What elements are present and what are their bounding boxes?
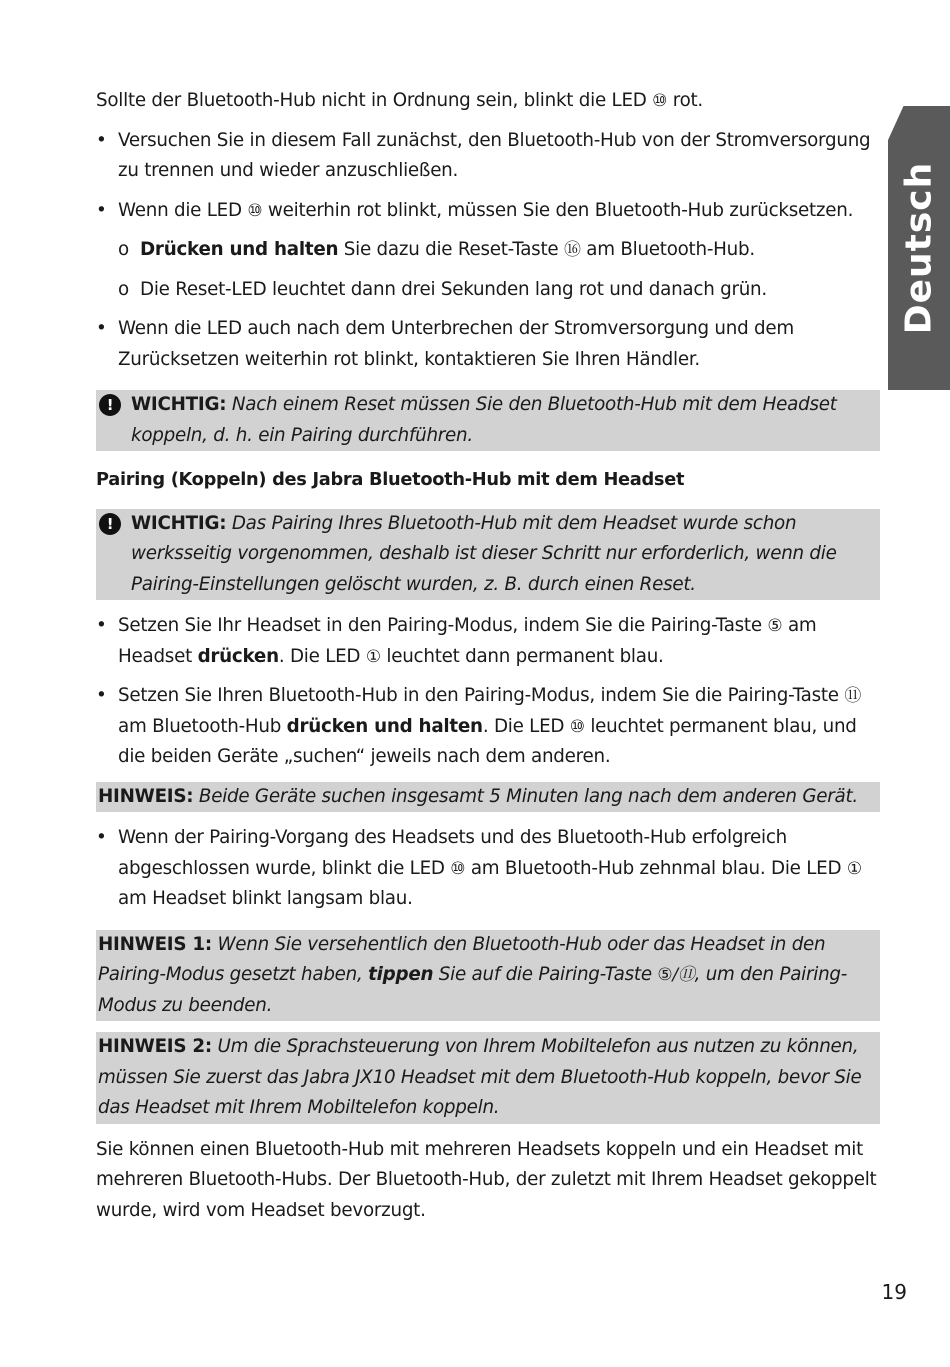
bullet-text: Wenn die LED auch nach dem Unterbrechen der Stromversorgung und dem Zurücksetzen weiterhin rot blinkt, kontaktieren Sie Ihren Händler.: [118, 318, 794, 370]
note-text-end: , um den Pairing-Modus zu beenden.: [98, 964, 848, 1016]
intro-paragraph: [96, 86, 880, 117]
bullet-reset: [96, 196, 880, 227]
note-label: HINWEIS 2:: [98, 1036, 212, 1057]
warning-exclamation-icon: !: [99, 394, 121, 416]
emphasis-text: tippen: [368, 964, 434, 985]
sub-item-reset-led: [96, 275, 880, 306]
warning-box-pairing: [96, 509, 880, 601]
bullet-pairing-success: [96, 823, 880, 915]
bullet-dot-icon: •: [96, 129, 107, 151]
note-box-cancel-pairing: [96, 930, 880, 1022]
bullet-text: am Bluetooth-Hub: [118, 715, 287, 737]
sub-item-text: Sie dazu die Reset-Taste: [338, 239, 564, 260]
bullet-text: Setzen Sie Ihren Bluetooth-Hub in den Pairing-Modus, indem Sie die Pairing-Taste: [118, 685, 845, 706]
warning-text: Nach einem Reset müssen Sie den Bluetooth-Hub mit dem Headset koppeln, d. h. ein Pairing durchführen.: [131, 394, 837, 446]
led-10-symbol: ⑩: [247, 200, 263, 221]
page-number: 19: [881, 1280, 907, 1304]
reset-key-16-symbol: ⑯: [563, 240, 581, 260]
bullet-dot-icon: •: [96, 615, 107, 636]
bullet-text: am Headset: [118, 615, 817, 667]
bullet-text-end: leuchtet dann permanent blau.: [380, 645, 664, 667]
warning-label: WICHTIG:: [131, 394, 227, 415]
note-box-search-time: [96, 782, 880, 813]
page-content: [96, 86, 880, 1235]
warning-exclamation-icon: !: [99, 513, 121, 535]
led-1-symbol: ①: [365, 646, 381, 667]
bullet-text: Wenn der Pairing-Vorgang des Headsets und des Bluetooth-Hub erfolgreich abgeschlossen wurde, blinkt die LED: [118, 827, 788, 879]
bullet-hub-pairing: [96, 681, 880, 773]
note-label: HINWEIS 1:: [98, 933, 212, 955]
bullet-text: Versuchen Sie in diesem Fall zunächst, den Bluetooth-Hub von der Stromversorgung zu trennen und wieder anzuschließen.: [118, 129, 871, 181]
warning-text: Das Pairing Ihres Bluetooth-Hub mit dem Headset wurde schon werksseitig vorgenommen, deshalb ist dieser Schritt nur erforderlich, wenn die Pairing-Einstellungen gelöscht wurden, z. B. durch einen Reset.: [131, 512, 837, 595]
note-text: Wenn Sie versehentlich den Bluetooth-Hub oder das Headset in den Pairing-Modus gesetzt haben,: [98, 933, 826, 985]
bullet-dot-icon: •: [96, 827, 107, 848]
led-10-symbol: ⑩: [569, 716, 585, 737]
warning-box-reset: [96, 390, 880, 451]
language-tab-label: Deutsch: [898, 161, 940, 335]
note-box-voice-control: [96, 1032, 880, 1124]
bullet-text-end: weiterhin rot blinkt, müssen Sie den Bluetooth-Hub zurücksetzen.: [262, 199, 854, 221]
bullet-text: am Bluetooth-Hub zehnmal blau. Die LED: [465, 857, 847, 879]
pairing-key-5-symbol: ⑤: [767, 616, 783, 636]
led-10-symbol: ⑩: [450, 858, 466, 879]
emphasis-text: drücken: [197, 645, 279, 667]
bullet-headset-pairing: [96, 611, 880, 672]
bullet-contact-dealer: [96, 314, 880, 375]
bullet-dot-icon: •: [96, 318, 107, 339]
note-text: Sie auf die Pairing-Taste: [433, 964, 658, 985]
note-label: HINWEIS:: [98, 785, 194, 807]
bullet-disconnect: [96, 126, 880, 187]
emphasis-text: Drücken und halten: [140, 239, 339, 260]
bullet-text-end: leuchtet permanent blau, und die beiden Geräte „suchen“ jeweils nach dem anderen.: [118, 715, 857, 767]
sub-item-marker: o: [118, 239, 129, 260]
bullet-dot-icon: •: [96, 685, 107, 706]
pairing-keys-symbol: ⑤/⑪: [657, 965, 695, 985]
sub-item-marker: o: [118, 278, 129, 300]
bullet-text: . Die LED: [278, 645, 366, 667]
emphasis-text: drücken und halten: [286, 715, 483, 737]
sub-item-press-reset: [96, 235, 880, 266]
section-heading: Pairing (Koppeln) des Jabra Bluetooth-Hub mit dem Headset: [96, 469, 685, 490]
outro-paragraph: Sie können einen Bluetooth-Hub mit mehreren Headsets koppeln und ein Headset mit mehreren Bluetooth-Hubs. Der Bluetooth-Hub, der zuletzt mit Ihrem Headset gekoppelt wurde, wird vom Headset bevorzugt.: [96, 1138, 877, 1221]
pairing-key-11-symbol: ⑪: [844, 686, 862, 706]
intro-text: Sollte der Bluetooth-Hub nicht in Ordnung sein, blinkt die LED: [96, 90, 653, 111]
sub-item-text-end: am Bluetooth-Hub.: [580, 239, 755, 260]
note-text: Beide Geräte suchen insgesamt 5 Minuten lang nach dem anderen Gerät.: [193, 785, 858, 807]
bullet-dot-icon: •: [96, 199, 107, 221]
note-text: Um die Sprachsteuerung von Ihrem Mobiltelefon aus nutzen zu können, müssen Sie zuerst das Jabra JX10 Headset mit dem Bluetooth-Hub koppeln, bevor Sie das Headset mit Ihrem Mobiltelefon koppeln.: [98, 1036, 862, 1118]
led-1-symbol: ①: [846, 858, 862, 879]
sub-item-text: Die Reset-LED leuchtet dann drei Sekunden lang rot und danach grün.: [140, 278, 767, 300]
bullet-text: Setzen Sie Ihr Headset in den Pairing-Modus, indem Sie die Pairing-Taste: [118, 615, 768, 636]
warning-label: WICHTIG:: [131, 512, 227, 534]
intro-text-end: rot.: [667, 90, 703, 111]
led-10-symbol: ⑩: [652, 91, 668, 111]
bullet-text: Wenn die LED: [118, 199, 248, 221]
bullet-text: . Die LED: [482, 715, 570, 737]
bullet-text-end: am Headset blinkt langsam blau.: [118, 888, 413, 909]
